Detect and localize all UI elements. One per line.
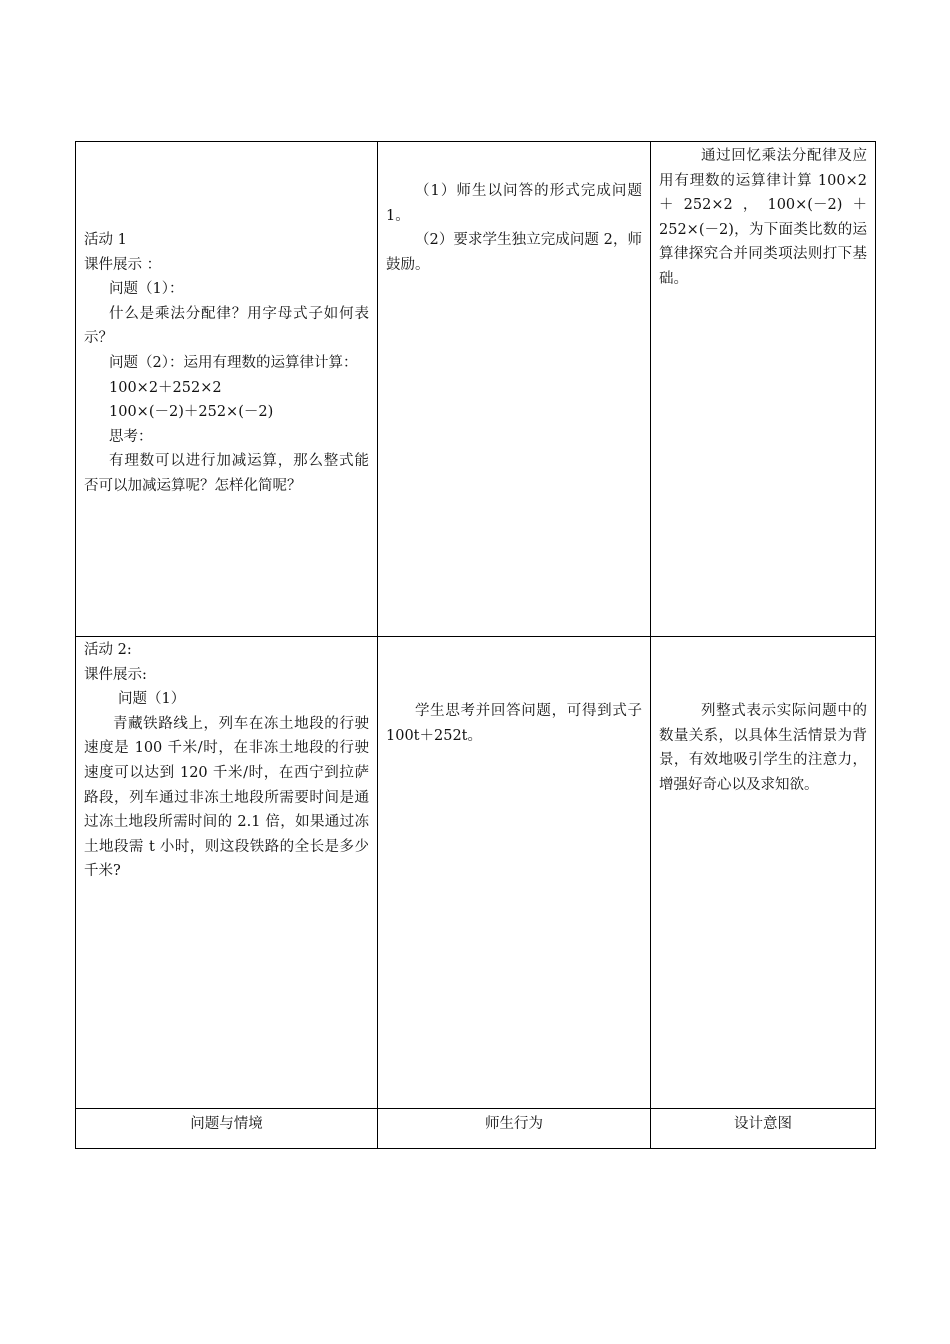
behavior-1-text: （1）师生以问答的形式完成问题 1。 (386, 183, 642, 224)
think-text: 有理数可以进行加减运算，那么整式能否可以加减运算呢？怎样化简呢？ (84, 453, 369, 494)
activity-2-behavior-cell (378, 637, 651, 1109)
header-behavior (378, 1109, 651, 1149)
header-row (76, 1109, 876, 1149)
header-situation-label: 问题与情境 (190, 1115, 263, 1132)
activity-1-title: 活动 1 (84, 232, 127, 248)
header-behavior-label: 师生行为 (485, 1115, 543, 1132)
expression-2: 100×(－2)＋252×(－2) (109, 404, 274, 421)
think-label: 思考： (109, 428, 153, 445)
expression-1: 100×2＋252×2 (109, 379, 222, 396)
behavior-3-text: 学生思考并回答问题，可得到式子 100t＋252t。 (386, 703, 642, 744)
lesson-plan-table (75, 141, 876, 1149)
activity-1-row (76, 142, 876, 637)
header-situation (76, 1109, 378, 1149)
activity-2-row (76, 637, 876, 1109)
activity-2-situation-cell (76, 637, 378, 1109)
activity-2-title: 活动 2: (84, 642, 132, 658)
question-1-text: 什么是乘法分配律？用字母式子如何表示？ (84, 305, 369, 347)
question-1-label-2: 问题（1） (118, 691, 186, 708)
question-1-label: 问题（1）： (109, 281, 184, 298)
question-2-text: 问题（2）：运用有理数的运算律计算： (109, 354, 358, 371)
header-intent-label: 设计意图 (734, 1115, 792, 1132)
activity-2-intent-cell (651, 637, 876, 1109)
courseware-label-2: 课件展示: (84, 666, 147, 683)
activity-1-behavior-cell (378, 142, 651, 637)
activity-1-intent-cell (651, 142, 876, 637)
courseware-label: 课件展示 ： (84, 256, 162, 273)
intent-1-text: 通过回忆乘法分配律及应用有理数的运算律计算 100×2＋252×2，100×(－2)＋252×(－2)，为下面类比数的运算律探究合并同类项法则打下基础。 (659, 148, 867, 287)
intent-2-text: 列整式表示实际问题中的数量关系，以具体生活情景为背景，有效地吸引学生的注意力，增强好奇心以及求知欲。 (659, 703, 867, 793)
railway-problem-text: 青藏铁路线上，列车在冻土地段的行驶速度是 100 千米/时，在非冻土地段的行驶速度可以达到 120 千米/时，在西宁到拉萨路段，列车通过非冻土地段所需要时间是通过冻土地段所需时间的 2.1 倍，如果通过冻土地段需 t 小时，则这段铁路的全长是多少千米? (84, 715, 369, 880)
activity-1-situation-cell (76, 142, 378, 637)
behavior-2-text: （2）要求学生独立完成问题 2，师鼓励。 (386, 232, 642, 273)
header-intent (651, 1109, 876, 1149)
